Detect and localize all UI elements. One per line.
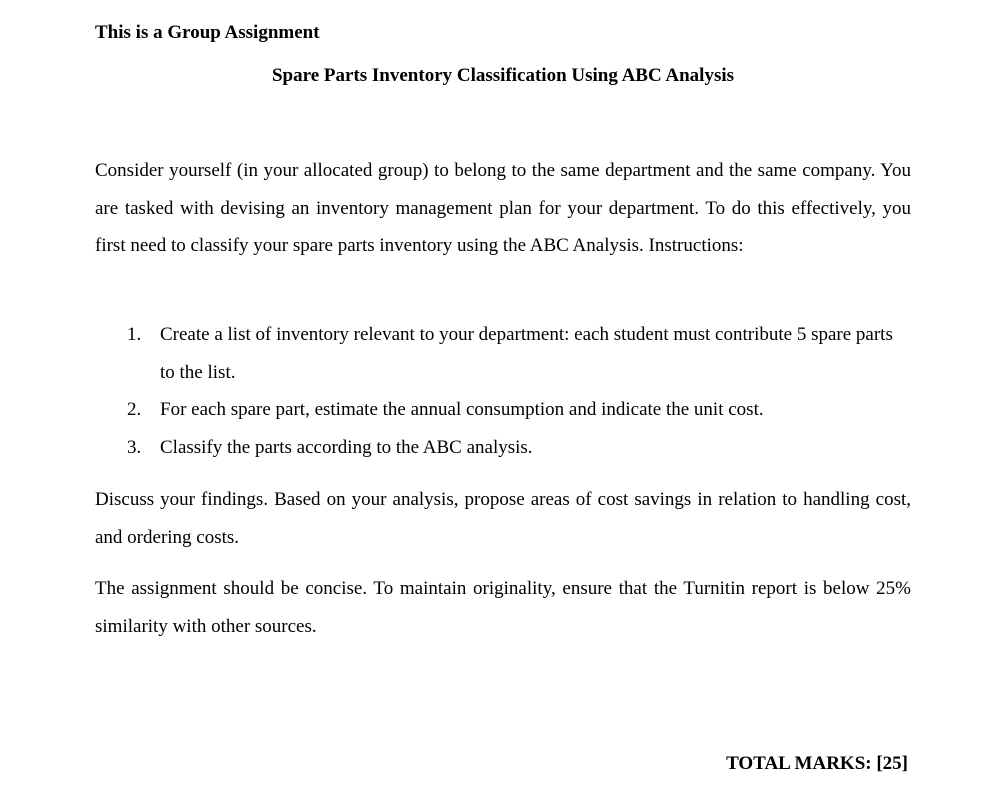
instructions-list	[95, 316, 911, 466]
list-item	[95, 316, 911, 391]
list-item-number: 2.	[127, 399, 142, 420]
discussion-paragraph: Discuss your findings. Based on your analysis, propose areas of cost savings in relation to handling cost, and ordering costs.	[95, 489, 911, 548]
list-item-text: Create a list of inventory relevant to your department: each student must contribute 5 spare parts to the list.	[160, 324, 893, 383]
list-item	[95, 391, 911, 429]
group-assignment-heading: This is a Group Assignment	[95, 22, 320, 43]
list-item-text: Classify the parts according to the ABC analysis.	[160, 436, 533, 458]
intro-paragraph: Consider yourself (in your allocated group) to belong to the same department and the same company. You are tasked with devising an inventory management plan for your department. To do this effectively, you first need to classify your spare parts inventory using the ABC Analysis. Instructions:	[95, 160, 911, 256]
list-item-text: For each spare part, estimate the annual consumption and indicate the unit cost.	[160, 399, 764, 420]
total-marks: TOTAL MARKS: [25]	[726, 753, 908, 774]
list-item	[95, 429, 911, 467]
list-item-number: 3.	[127, 436, 142, 458]
document-page	[95, 0, 911, 792]
originality-paragraph: The assignment should be concise. To maintain originality, ensure that the Turnitin report is below 25% similarity with other sources.	[95, 578, 911, 637]
document-title: Spare Parts Inventory Classification Using ABC Analysis	[271, 65, 735, 86]
list-item-number: 1.	[127, 324, 142, 345]
